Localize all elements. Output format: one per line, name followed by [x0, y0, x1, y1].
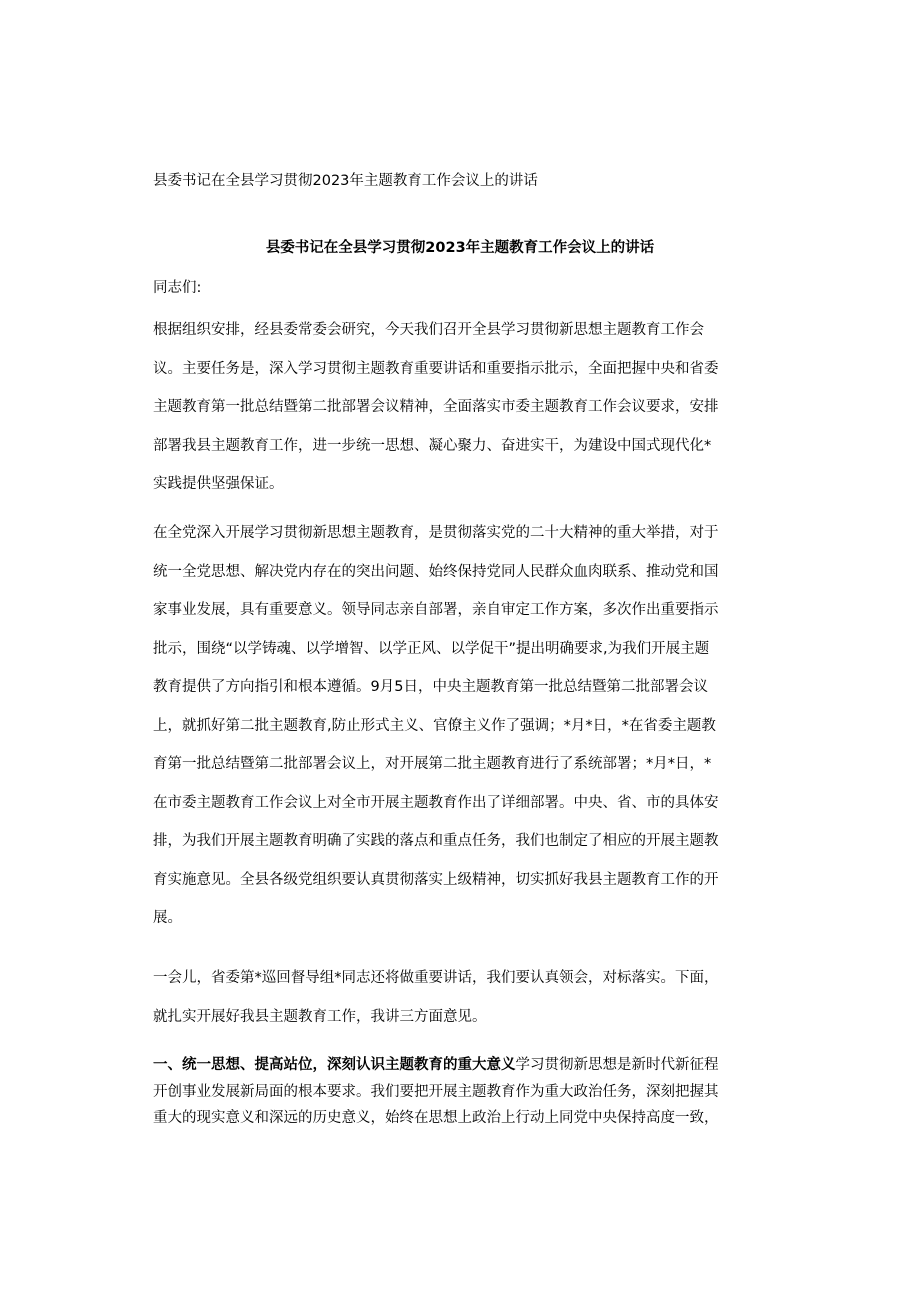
paragraph-line: 排，为我们开展主题教育明确了实践的落点和重点任务，我们也制定了相应的开展主题教 — [153, 833, 719, 849]
section-heading: 一、统一思想、提高站位，深刻认识主题教育的重大意义 — [153, 1057, 516, 1073]
paragraph-line: 实践提供坚强保证。 — [153, 476, 284, 492]
paragraph-line: 重大的现实意义和深远的历史意义，始终在思想上政治上行动上同党中央保持高度一致， — [153, 1110, 719, 1126]
paragraph-line: 统一全党思想、解决党内存在的突出问题、始终保持党同人民群众血肉联系、推动党和国 — [153, 563, 719, 580]
paragraph-line: 批示，围绕“以学铸魂、以学增智、以学正风、以学促干”提出明确要求,为我们开展主题 — [153, 640, 710, 657]
paragraph-line: 开创事业发展新局面的根本要求。我们要把开展主题教育作为重大政治任务，深刻把握其 — [153, 1083, 719, 1100]
paragraph-line: 展。 — [153, 910, 182, 926]
paragraph-line: 主题教育第一批总结暨第二批部署会议精神，全面落实市委主题教育工作会议要求，安排 — [153, 399, 719, 415]
paragraph-intro — [153, 320, 773, 513]
section-text: 学习贯彻新思想是新时代新征程 — [515, 1057, 719, 1073]
paragraph-line: 家事业发展，具有重要意义。领导同志亲自部署，亲自审定工作方案，多次作出重要指示 — [153, 602, 719, 618]
section-one — [153, 1055, 773, 1135]
document-header-title: 县委书记在全县学习贯彻2023年主题教育工作会议上的讲话 — [153, 173, 538, 189]
paragraph-line: 育第一批总结暨第二批部署会议上，对开展第二批主题教育进行了系统部署；*月*日，* — [153, 756, 712, 772]
paragraph-line: 教育提供了方向指引和根本遵循。9月5日，中央主题教育第一批总结暨第二批部署会议 — [153, 679, 708, 695]
paragraph-line: 根据组织安排，经县委常委会研究，今天我们召开全县学习贯彻新思想主题教育工作会 — [153, 322, 704, 338]
document-title: 县委书记在全县学习贯彻2023年主题教育工作会议上的讲话 — [265, 240, 655, 256]
paragraph-line: 就扎实开展好我县主题教育工作，我讲三方面意见。 — [153, 1008, 487, 1025]
paragraph-line: 在全党深入开展学习贯彻新思想主题教育，是贯彻落实党的二十大精神的重大举措，对于 — [153, 525, 719, 541]
greeting: 同志们: — [153, 280, 202, 296]
paragraph-line: 在市委主题教育工作会议上对全市开展主题教育作出了详细部署。中央、省、市的具体安 — [153, 794, 719, 811]
paragraph-line: 部署我县主题教育工作，进一步统一思想、凝心聚力、奋进实干，为建设中国式现代化* — [153, 437, 712, 454]
paragraph-line: 一会儿，省委第*巡回督导组*同志还将做重要讲话，我们要认真领会，对标落实。下面， — [153, 970, 719, 986]
paragraph-line: 上，就抓好第二批主题教育,防止形式主义、官僚主义作了强调；*月*日，*在省委主题教 — [153, 717, 716, 734]
paragraph-transition — [153, 968, 773, 1045]
section-first-line — [153, 1055, 773, 1082]
paragraph-background — [153, 523, 773, 947]
paragraph-line: 议。主要任务是，深入学习贯彻主题教育重要讲话和重要指示批示，全面把握中央和省委 — [153, 360, 719, 377]
paragraph-line: 育实施意见。全县各级党组织要认真贯彻落实上级精神，切实抓好我县主题教育工作的开 — [153, 871, 719, 888]
